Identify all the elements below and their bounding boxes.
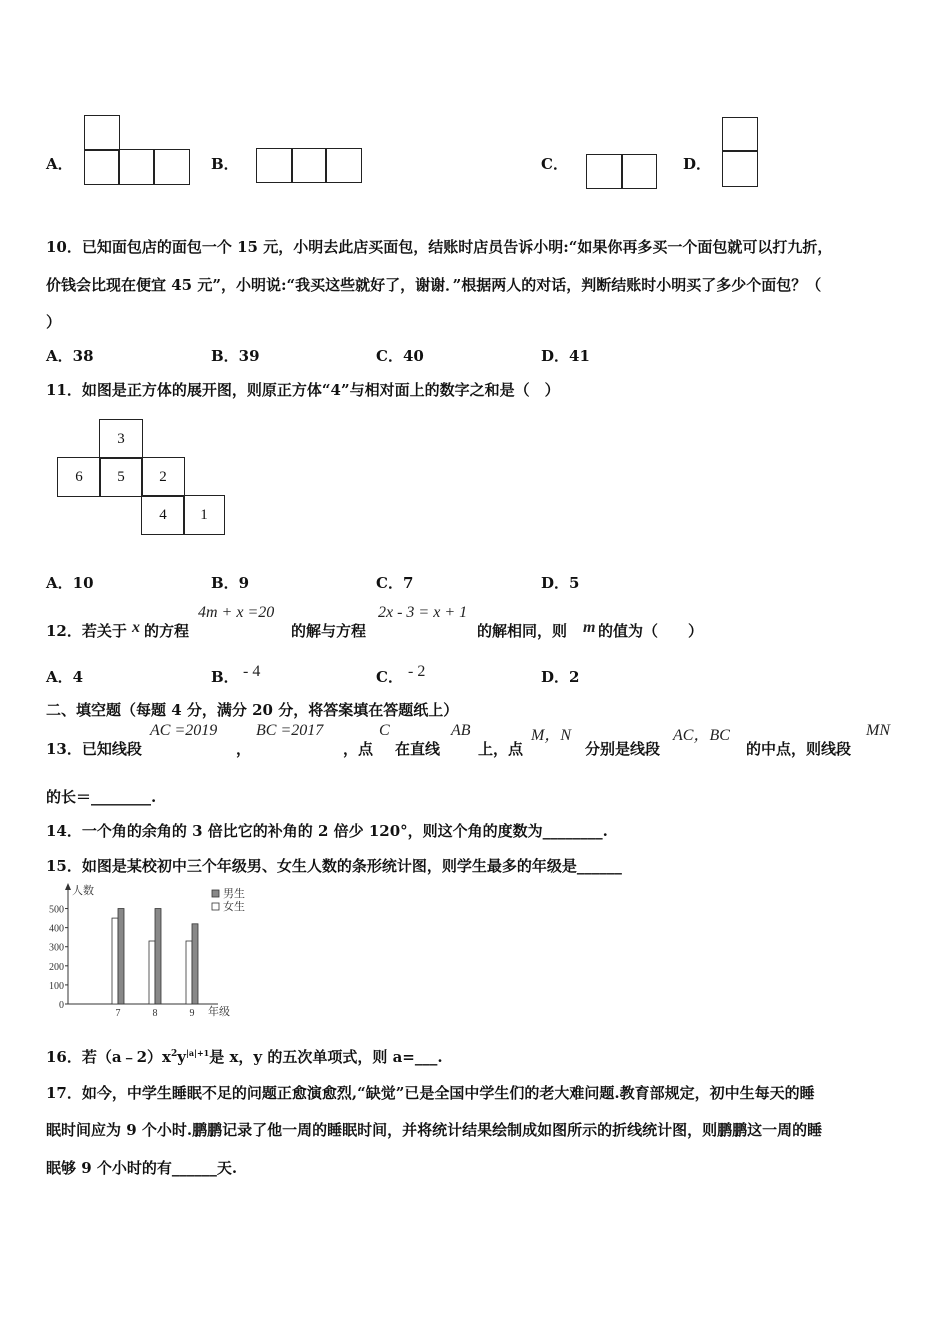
bar-chart	[40, 880, 270, 1025]
y-tick-label-500: 500	[49, 904, 64, 916]
q16-sup2: |a|+1	[185, 1048, 210, 1058]
q12-part5: 的值为（ ）	[598, 622, 704, 640]
q13-part6: 分别是线段	[585, 740, 661, 758]
legend-label-女生: 女生	[223, 901, 245, 913]
q11-option-d: D．5	[541, 574, 580, 592]
y-tick-label-100: 100	[49, 980, 64, 992]
q11-option-c: C．7	[376, 574, 414, 592]
x-tick-label-9: 9	[189, 1008, 195, 1019]
q11-option-a: A．10	[46, 574, 94, 592]
q13-part5: 上，点	[478, 740, 524, 758]
q12-part4: 的解相同，则	[477, 622, 568, 640]
q12-part1: 12．若关于	[46, 622, 127, 640]
net-cell-1: 1	[183, 495, 225, 535]
bar-8-女生	[149, 941, 155, 1004]
q13-math6: AC，BC	[673, 727, 730, 744]
q13-part1: 13．已知线段	[46, 740, 142, 758]
bar-7-男生	[118, 909, 124, 1004]
y-tick-label-300: 300	[49, 942, 64, 954]
legend-label-男生: 男生	[223, 888, 245, 900]
q12-var-m: m	[583, 619, 596, 636]
chart-y-ticks	[49, 905, 68, 1011]
q13-line2: 的长＝________.	[46, 788, 157, 806]
net-cell-2: 2	[141, 457, 185, 497]
chart-axes	[65, 883, 230, 1018]
q12-var-x: x	[132, 619, 140, 636]
x-tick-label-7: 7	[115, 1008, 121, 1019]
net-cell-5: 5	[99, 457, 143, 497]
q10-option-c: C．40	[376, 347, 424, 365]
x-tick-label-8: 8	[152, 1008, 158, 1019]
q10-option-a: A．38	[46, 347, 94, 365]
q9-option-d: D．	[683, 155, 712, 173]
q12-option-c-value: - 2	[408, 663, 426, 680]
net-cell-4: 4	[141, 495, 185, 535]
q9-option-b: B．	[211, 155, 239, 173]
q10-line2: 价钱会比现在便宜 45 元”，小明说:“我买这些就好了，谢谢．”根据两人的对话，判断结账时小明买了多少个面包？（	[46, 276, 822, 294]
y-tick-label-0: 0	[59, 1000, 64, 1011]
q13-part7: 的中点，则线段	[746, 740, 852, 758]
q13-math7: MN	[866, 722, 890, 739]
q13-math5: M，N	[531, 727, 572, 744]
q10-line3: ）	[46, 313, 62, 331]
q12-option-c: C．	[376, 668, 403, 686]
q17-line3: 眠够 9 个小时的有______天.	[46, 1159, 238, 1177]
q16-part3: 是 x，y 的五次单项式，则 a=___.	[209, 1048, 443, 1066]
q10-option-b: B．39	[211, 347, 260, 365]
q11-option-b: B．9	[211, 574, 250, 592]
chart-legend	[212, 886, 245, 913]
q13-math2: BC =2017	[256, 722, 324, 739]
y-tick-label-200: 200	[49, 961, 64, 973]
q12-part3: 的解与方程	[291, 622, 367, 640]
q13-math4: AB	[451, 722, 471, 739]
y-tick-label-400: 400	[49, 923, 64, 935]
q15-text: 15．如图是某校初中三个年级男、女生人数的条形统计图，则学生最多的年级是______	[46, 857, 622, 875]
net-cell-3: 3	[99, 419, 143, 459]
q13-part3: ，点	[343, 740, 374, 758]
bar-8-男生	[155, 909, 161, 1004]
q12-part2: 的方程	[144, 622, 190, 640]
q16-part1: 16．若（a﹣2）x	[46, 1048, 171, 1066]
q11-text: 11．如图是正方体的展开图，则原正方体“4”与相对面上的数字之和是（ ）	[46, 381, 560, 399]
x-axis-label: 年级	[208, 1006, 230, 1018]
q16-text	[46, 1046, 443, 1067]
q12-option-d: D．2	[541, 668, 580, 686]
q12-option-a: A．4	[46, 668, 84, 686]
bar-7-女生	[112, 918, 118, 1004]
q12-option-b: B．	[211, 668, 239, 686]
q10-line1: 10．已知面包店的面包一个 15 元，小明去此店买面包，结账时店员告诉小明:“如果你再多买一个面包就可以打九折，	[46, 238, 833, 256]
q16-sup1: 2	[170, 1049, 178, 1059]
q9-option-a: A．	[46, 155, 73, 173]
bar-9-男生	[192, 924, 198, 1004]
q10-option-d: D．41	[541, 347, 590, 365]
q13-math1: AC =2019	[150, 722, 218, 739]
q16-part2: y	[177, 1048, 186, 1066]
q17-line2: 眠时间应为 9 个小时.鹏鹏记录了他一周的睡眠时间，并将统计结果绘制成如图所示的折线统计图，则鹏鹏这一周的睡	[46, 1121, 823, 1139]
y-axis-arrow	[65, 883, 71, 890]
q13-part4: 在直线	[395, 740, 441, 758]
legend-swatch-男生	[212, 890, 219, 897]
q12-option-b-value: - 4	[243, 663, 261, 680]
q12-equation2: 2x - 3 = x + 1	[378, 604, 468, 621]
y-axis-label: 人数	[72, 885, 94, 897]
chart-x-labels	[116, 1008, 195, 1019]
chart-bars	[112, 909, 198, 1004]
q13-part2: ，	[236, 740, 252, 758]
q17-line1: 17．如今，中学生睡眠不足的问题正愈演愈烈,“缺觉”已是全国中学生们的老大难问题.教育部规定，初中生每天的睡	[46, 1084, 815, 1102]
net-cell-6: 6	[57, 457, 101, 497]
q13-math3: C	[379, 722, 390, 739]
section-heading: 二、填空题（每题 4 分，满分 20 分，将答案填在答题纸上）	[46, 701, 459, 719]
q9-option-c: C．	[541, 155, 568, 173]
q14-text: 14．一个角的余角的 3 倍比它的补角的 2 倍少 120°，则这个角的度数为________.	[46, 822, 608, 840]
bar-9-女生	[186, 941, 192, 1004]
q12-equation1: 4m + x =20	[198, 604, 275, 621]
legend-swatch-女生	[212, 903, 219, 910]
